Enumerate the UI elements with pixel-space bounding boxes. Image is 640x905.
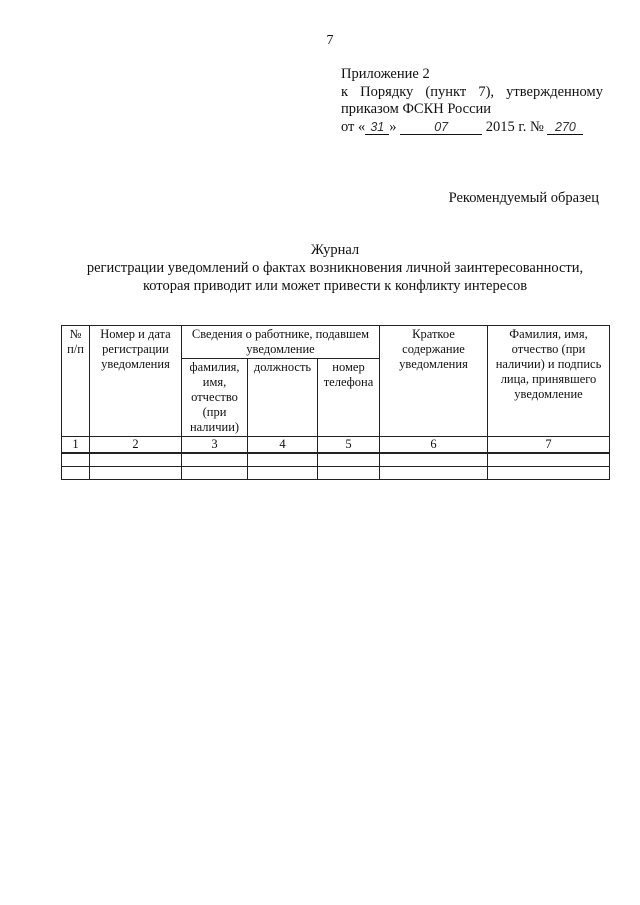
journal-subtitle-line1: регистрации уведомлений о фактах возникновения личной заинтересованности, <box>86 260 584 276</box>
empty-cell <box>182 453 248 467</box>
journal-subtitle-line2: которая приводит или может привести к конфликту интересов <box>142 278 528 294</box>
header-summary: Краткое содержание уведомления <box>380 326 488 437</box>
table-header-row <box>62 326 610 359</box>
column-number: 4 <box>248 437 318 454</box>
empty-cell <box>62 467 90 480</box>
journal-table <box>61 325 610 480</box>
sample-label: Рекомендуемый образец <box>448 190 599 206</box>
column-number: 3 <box>182 437 248 454</box>
empty-cell <box>248 453 318 467</box>
column-number: 6 <box>380 437 488 454</box>
empty-cell <box>318 467 380 480</box>
appendix-block <box>341 66 603 136</box>
header-phone: номер телефона <box>318 359 380 437</box>
number-sign: № <box>529 118 544 135</box>
header-full-name: фамилия, имя, отчество (при наличии) <box>182 359 248 437</box>
order-number: 270 <box>547 120 583 135</box>
appendix-order: приказом ФСКН России <box>341 101 492 117</box>
appendix-word: (пункт <box>425 83 467 100</box>
empty-cell <box>318 453 380 467</box>
date-month: 07 <box>400 120 482 135</box>
journal-heading <box>0 241 640 295</box>
page-number: 7 <box>326 33 334 48</box>
empty-cell <box>488 453 610 467</box>
appendix-date-line <box>341 119 603 137</box>
appendix-word: 7), <box>478 83 495 100</box>
table-row <box>62 467 610 480</box>
empty-cell <box>380 453 488 467</box>
empty-cell <box>90 453 182 467</box>
table-row <box>62 453 610 467</box>
appendix-word: Порядку <box>360 83 414 100</box>
empty-cell <box>380 467 488 480</box>
header-employee-group: Сведения о работнике, подавшем уведомление <box>182 326 380 359</box>
header-registration: Номер и дата регистрации уведомления <box>90 326 182 437</box>
column-number: 7 <box>488 437 610 454</box>
column-number: 5 <box>318 437 380 454</box>
date-mid: » <box>389 118 397 135</box>
date-day: 31 <box>365 120 389 135</box>
empty-cell <box>90 467 182 480</box>
journal-title: Журнал <box>310 242 360 258</box>
header-receiver: Фамилия, имя, отчество (при наличии) и подпись лица, принявшего уведомление <box>488 326 610 437</box>
empty-cell <box>248 467 318 480</box>
header-position: должность <box>248 359 318 437</box>
column-number: 2 <box>90 437 182 454</box>
column-number-row <box>62 437 610 454</box>
appendix-word: к <box>341 83 349 100</box>
date-year: 2015 г. <box>485 118 527 135</box>
empty-cell <box>62 453 90 467</box>
appendix-title: Приложение 2 <box>341 66 430 82</box>
appendix-word: утвержденному <box>506 83 603 100</box>
empty-cell <box>488 467 610 480</box>
column-number: 1 <box>62 437 90 454</box>
date-prefix: от « <box>341 118 366 135</box>
appendix-reference <box>341 84 603 102</box>
empty-cell <box>182 467 248 480</box>
header-number: № п/п <box>62 326 90 437</box>
